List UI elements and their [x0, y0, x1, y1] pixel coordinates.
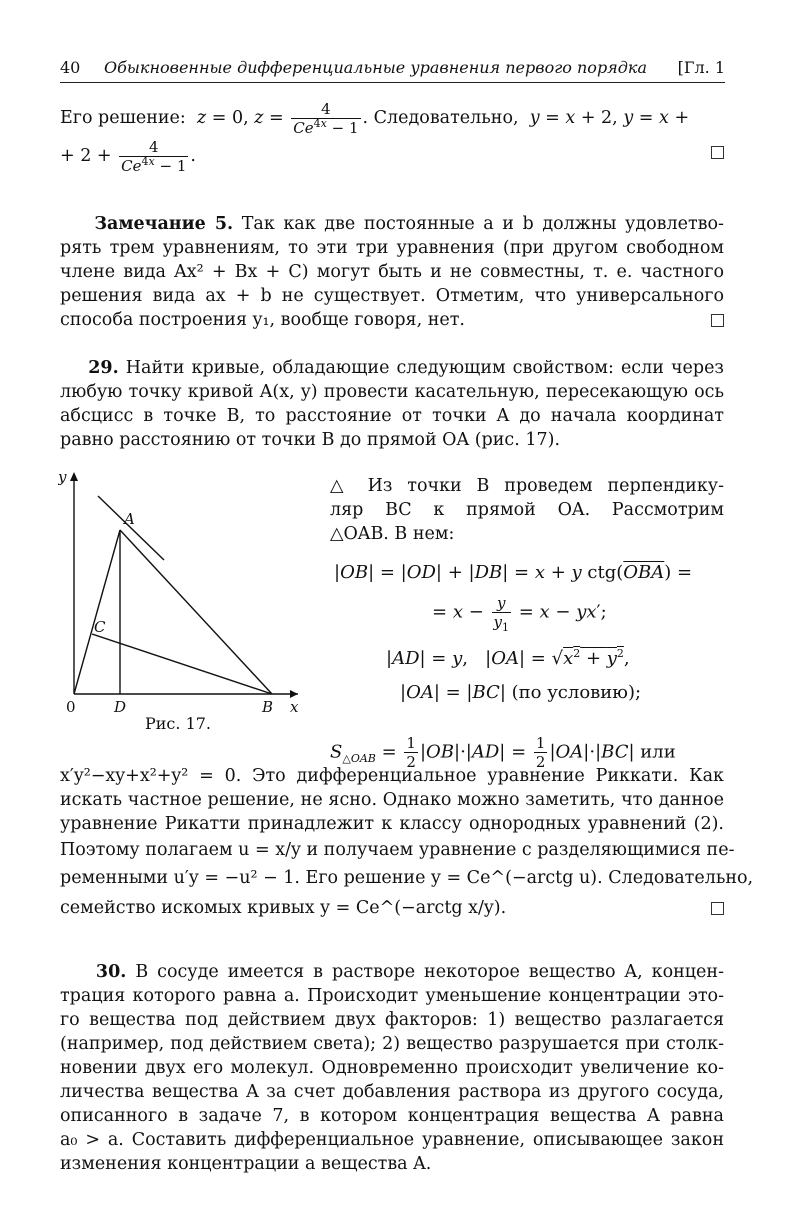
label-A: A	[124, 510, 135, 528]
problem-29-line-3: абсцисс в точке B, то расстояние от точки A до начала координат	[60, 406, 724, 426]
text-line-3: уравнение Рикатти принадлежит к классу однородных уравнений (2).	[60, 814, 724, 834]
fraction: $\frac{4}{Ce^{4x} - 1}$	[121, 138, 187, 175]
intro-line-3: △OAB. В нем:	[330, 524, 455, 544]
problem-30-line-6: личества вещества A за счет добавления раствора из другого сосуда,	[60, 1082, 724, 1102]
qed-square	[711, 314, 724, 327]
intro-line-2: ляр BC к прямой OA. Рассмотрим	[330, 500, 724, 520]
equation-OB: |OB| = |OD| + |DB| = x + y $ctg(\overline{OBA})$ =	[334, 562, 693, 583]
problem-30-line-5: новении двух его молекул. Одновременно происходит увеличение ко-	[60, 1058, 724, 1078]
y-arrow	[70, 472, 78, 481]
equation-OB-cont: = x − $\frac{y}{y_1}$ = x − yx′;	[432, 594, 607, 634]
label-O: 0	[66, 698, 76, 716]
problem-29-line-4: равно расстоянию от точки B до прямой OA (рис. 17).	[60, 430, 561, 450]
remark-line-1: Замечание 5. Так как две постоянные a и b должны удовлетво-	[94, 214, 724, 234]
problem-30-line-1: 30. В сосуде имеется в растворе некоторое вещество A, концен-	[95, 962, 724, 982]
problem-30-line-3: го вещества под действием двух факторов: 1) вещество разлагается	[60, 1010, 724, 1030]
running-title: Обыкновенные дифференциальные уравнения первого порядка	[104, 58, 648, 77]
fraction: $\frac{4}{Ce^{4x} - 1}$	[293, 100, 359, 137]
top-solution	[60, 96, 724, 176]
remark-line-3: члене вида Ax² + Bx + C) могут быть и не совместны, т. е. частного	[60, 262, 724, 282]
text-line-6: семейство искомых кривых y = Ce^(−arctg x/y).	[60, 898, 507, 918]
problem-30-line-8: a₀ > a. Составить дифференциальное уравнение, описывающее закон	[60, 1130, 724, 1150]
equation-OA-BC: |OA| = |BC| (по условию);	[400, 682, 642, 703]
label-x: x	[290, 698, 299, 716]
segment-OA	[74, 530, 120, 694]
figure-caption: Рис. 17.	[145, 714, 212, 733]
equation-AD-OA: |AD| = y, $|OA| = √x^2 + y^2$,	[386, 647, 630, 669]
qed-square	[711, 146, 724, 159]
text-line-4: Поэтому полагаем u = x/y и получаем уравнение с разделяющимися пе-	[60, 840, 735, 860]
solution-line-2: + 2 + $\frac{4}{Ce^{4x} - 1}$ .	[60, 138, 196, 175]
remark-line-5: способа построения y₁, вообще говоря, нет.	[60, 310, 465, 330]
chapter-marker: [Гл. 1	[677, 58, 725, 77]
problem-29-line-2: любую точку кривой A(x, y) провести касательную, пересекающую ось	[60, 382, 724, 402]
remark-line-4: решения вида ax + b не существует. Отметим, что универсального	[60, 286, 724, 306]
solution-intro	[330, 474, 724, 550]
equation-area: $S_{\triangle OAB}$ = $\frac{1}{2}$ |OB|·|AD| = $\frac{1}{2}$ |OA|·|BC| или	[330, 734, 676, 771]
riccati-discussion	[60, 764, 754, 924]
intro-line-1: △ Из точки B проведем перпендику-	[330, 476, 724, 496]
text-line-1: x′y²−xy+x²+y² = 0. Это дифференциальное уравнение Риккати. Как	[60, 766, 724, 786]
figure-17	[58, 468, 308, 738]
solution-line-1: Его решение: z = 0, z = $\frac{4}{Ce^{4x} - 1}$ . Следовательно, y = x + 2, y = x +	[60, 100, 690, 137]
text-line-5: ременными u′y = −u² − 1. Его решение y = Ce^(−arctg u). Следовательно,	[60, 868, 754, 888]
label-y: y	[58, 468, 67, 486]
remark-5	[60, 212, 724, 336]
qed-square	[711, 902, 724, 915]
label-C: C	[94, 618, 106, 636]
tangent-line	[98, 496, 164, 560]
label-D: D	[114, 698, 127, 716]
problem-29	[60, 356, 724, 456]
problem-29-line-1: 29. Найти кривые, обладающие следующим свойством: если через	[88, 358, 724, 378]
remark-line-2: рять трем уравнениям, то эти три уравнения (при другом свободном	[60, 238, 724, 258]
problem-30-line-4: (например, под действием света); 2) вещество разрушается при столк-	[60, 1034, 724, 1054]
page-number: 40	[60, 58, 81, 77]
problem-30-line-9: изменения концентрации a вещества A.	[60, 1154, 432, 1174]
x-arrow	[290, 690, 298, 698]
problem-30-line-2: трация которого равна a. Происходит уменьшение концентрации это-	[60, 986, 724, 1006]
label-B: B	[262, 698, 274, 716]
text-line-2: искать частное решение, не ясно. Однако можно заметить, что данное	[60, 790, 724, 810]
running-header	[60, 56, 725, 83]
problem-30	[60, 960, 724, 1180]
problem-30-line-7: описанного в задаче 7, в котором концентрация вещества A равна	[60, 1106, 724, 1126]
